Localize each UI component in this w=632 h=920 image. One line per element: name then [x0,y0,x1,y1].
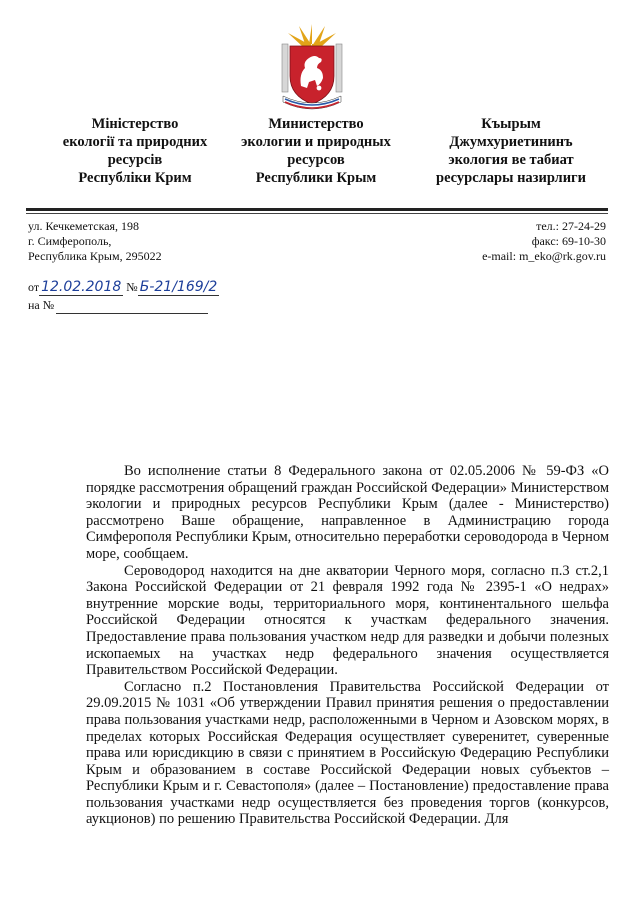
left-column [282,44,288,92]
contact-info [482,219,606,264]
body-paragraph: Сероводород находится на дне акватории Черного моря, согласно п.3 ст.2,1 Закона Российской Федерации от 21 февраля 1992 года № 2395-1 «О недрах» внутренние морские воды, территориального моря, континентального шельфа Российской Федерации относятся к участкам федерального значения. Предоставление права пользования участком недр для разведки и добычи полезных ископаемых на участках недр федерального значения осуществляется Правительством Российской Федерации. [86,562,609,679]
header-divider-thin [26,213,608,214]
header-russian-ministry-name [221,115,411,187]
header-line: Республіки Крим [78,170,192,186]
address-line: Республика Крым, 295022 [28,249,162,263]
header-line: Къырым [481,116,541,132]
header-divider-thick [26,208,608,211]
header-line: Міністерство [91,116,179,132]
outgoing-reference [28,278,219,314]
fax-number: факс: 69-10-30 [531,234,606,248]
phone-number: тел.: 27-24-29 [536,219,606,233]
address-line: ул. Кечкеметская, 198 [28,219,140,233]
header-line: ресурсов [287,152,345,168]
handwritten-date: 12.02.2018 [41,279,122,295]
header-line: Джумхуриетининъ [449,134,573,150]
reply-to-blank-line [56,301,208,314]
email-address: e-mail: m_eko@rk.gov.ru [482,249,606,263]
number-label: № [126,280,138,294]
address-line: г. Симферополь, [28,234,112,248]
reference-date-number-row [28,278,219,296]
header-ukrainian-ministry-name [40,115,230,187]
right-column [336,44,342,92]
body-paragraph: Во исполнение статьи 8 Федерального закона от 02.05.2006 № 59-ФЗ «О порядке рассмотрения обращений граждан Российской Федерации» Министерством экологии и природных ресурсов Республики Крым (далее - Министерство) рассмотрено Ваше обращение, направленное в Администрацию города Симферополя Республики Крым, относительно переработки сероводорода в Черном море, сообщаем. [86,463,609,562]
postal-address [28,219,162,264]
from-label: от [28,280,40,294]
sun-rays [288,24,336,46]
header-line: ресурслары назирлиги [436,170,586,186]
header-line: экологии и природных [241,134,391,150]
reply-to-row [28,296,219,314]
header-line: ресурсів [107,152,163,168]
header-line: екології та природних [62,134,208,150]
header-crimean-tatar-ministry-name [411,115,611,187]
header-line: Министерство [268,116,364,132]
crimea-coat-of-arms-emblem [279,24,345,112]
reply-to-label: на № [28,298,55,312]
header-line: экология ве табиат [448,152,574,168]
letter-body [86,463,609,828]
handwritten-reference-number: Б-21/169/2 [139,279,218,295]
header-line: Республики Крым [255,170,377,186]
body-paragraph: Согласно п.2 Постановления Правительства Российской Федерации от 29.09.2015 № 1031 «Об утверждении Правил принятия решения о предоставлении права пользования участками недр, расположенными в Черном и Азовском морях, в пределах которых Российская Федерация осуществляет суверенитет, суверенные права или юрисдикцию в связи с принятием в Российскую Федерацию Республики Крым и образованием в составе Российской Федерации новых субъектов – Республики Крым и г. Севастополя» (далее – Постановление) предоставление права пользования участками недр осуществляется без проведения торгов (конкурсов, аукционов) по решению Правительства Российской Федерации. Для [86,678,609,828]
